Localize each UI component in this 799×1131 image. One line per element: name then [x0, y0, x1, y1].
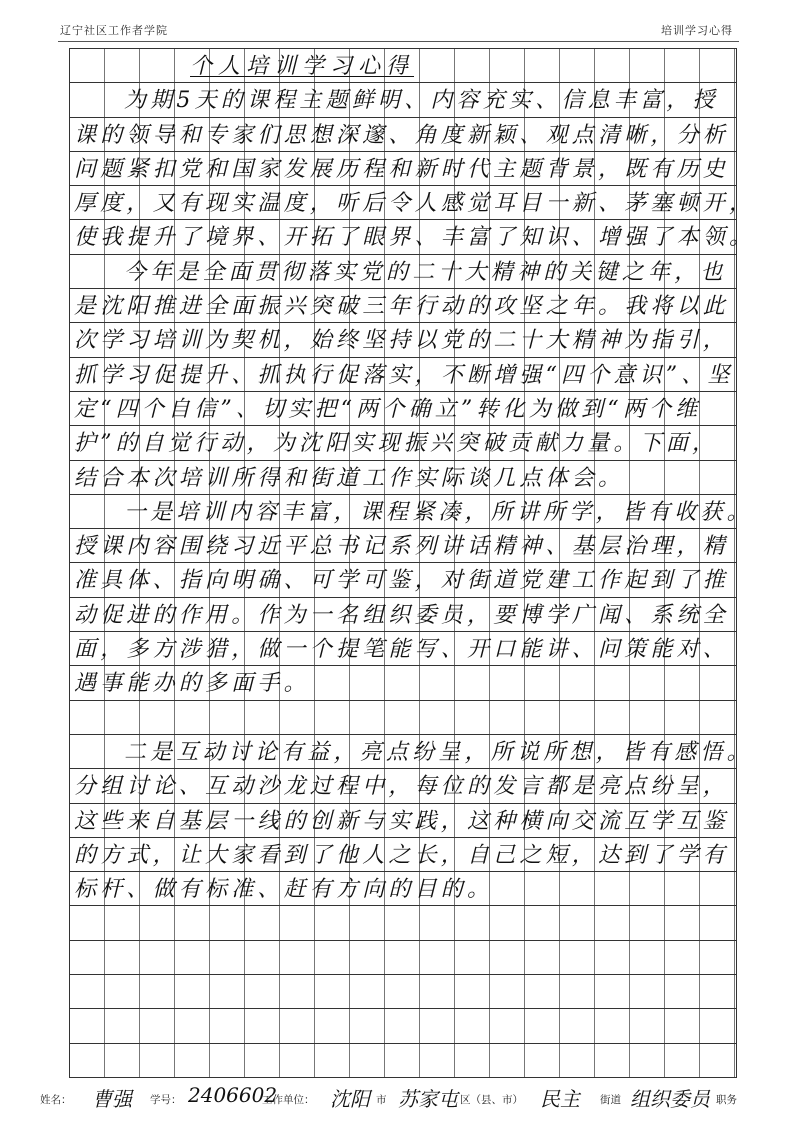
grid-row — [70, 974, 736, 1008]
essay-line: 定“四个自信”、切实把“两个确立”转化为做到“两个维 — [74, 396, 702, 422]
grid-row — [70, 254, 736, 288]
position-label: 职务 — [716, 1094, 737, 1106]
essay-line: 准具体、指向明确、可学可鉴，对街道党建工作起到了推 — [74, 568, 730, 594]
district-label: 区（县、市） — [460, 1094, 523, 1106]
school-name: 辽宁社区工作者学院 — [60, 24, 168, 37]
essay-line: 一是培训内容丰富，课程紧凑，所讲所学，皆有收获。 — [124, 499, 753, 525]
grid-row — [70, 151, 736, 185]
grid-row — [70, 700, 736, 734]
essay-line: 使我提升了境界、开拓了眼界、丰富了知识、增强了本领。 — [74, 225, 756, 251]
grid-row — [70, 768, 736, 802]
grid-row — [70, 665, 736, 699]
grid-row — [70, 48, 736, 82]
city-value: 沈阳 — [330, 1087, 370, 1111]
student-id-label: 学号： — [150, 1094, 182, 1106]
essay-line: 面，多方涉猎，做一个提笔能写、开口能讲、问策能对、 — [74, 637, 730, 663]
grid-row — [70, 425, 736, 459]
essay-line: 抓学习促提升、抓执行促落实，不断增强“四个意识”、坚 — [74, 362, 734, 388]
essay-line: 分组讨论、互动沙龙过程中，每位的发言都是亮点纷呈， — [74, 774, 730, 800]
grid-row — [70, 460, 736, 494]
grid-row — [70, 837, 736, 871]
essay-line: 今年是全面贯彻落实党的二十大精神的关键之年，也 — [124, 259, 727, 285]
essay-line: 结合本次培训所得和街道工作实际谈几点体会。 — [74, 465, 625, 491]
essay-line: 二是互动讨论有益，亮点纷呈，所说所想，皆有感悟。 — [124, 739, 753, 765]
district-value: 苏家屯 — [398, 1087, 458, 1111]
essay-line: 问题紧扣党和国家发展历程和新时代主题背景，既有历史 — [74, 156, 730, 182]
essay-line: 为期5天的课程主题鲜明、内容充实、信息丰富，授 — [124, 88, 719, 114]
grid-row — [70, 117, 736, 151]
grid-row — [70, 1008, 736, 1042]
position-value: 组织委员 — [630, 1087, 710, 1111]
header-divider — [58, 41, 739, 42]
grid-row — [70, 357, 736, 391]
essay-line: 是沈阳推进全面振兴突破三年行动的攻坚之年。我将以此 — [74, 294, 730, 320]
grid-row — [70, 562, 736, 596]
grid-row — [70, 597, 736, 631]
grid-row — [70, 288, 736, 322]
grid-row — [70, 322, 736, 356]
grid-row — [70, 1043, 736, 1077]
street-value: 民主 — [540, 1087, 580, 1111]
grid-row — [70, 631, 736, 665]
grid-row — [70, 940, 736, 974]
grid-row — [70, 803, 736, 837]
grid-row — [70, 528, 736, 562]
grid-row — [70, 391, 736, 425]
essay-line: 标杆、做有标准、赶有方向的目的。 — [74, 877, 494, 903]
essay-title: 个人培训学习心得 — [190, 54, 415, 79]
essay-line: 课的领导和专家们思想深邃、角度新颖、观点清晰，分析 — [74, 122, 730, 148]
street-label: 街道 — [600, 1094, 621, 1106]
essay-line: 护”的自觉行动，为沈阳实现振兴突破贡献力量。下面， — [74, 431, 719, 457]
grid-row — [70, 82, 736, 116]
grid-row — [70, 871, 736, 905]
work-unit-label: 工作单位： — [262, 1094, 315, 1106]
essay-line: 遇事能办的多面手。 — [74, 671, 310, 697]
footer-info — [0, 1083, 799, 1109]
essay-line: 厚度，又有现实温度，听后令人感觉耳目一新、茅塞顿开， — [74, 191, 756, 217]
student-id-value: 2406602 — [188, 1083, 278, 1107]
essay-line: 次学习培训为契机，始终坚持以党的二十大精神为指引， — [74, 328, 730, 354]
document-type-label: 培训学习心得 — [661, 24, 733, 37]
essay-line: 的方式，让大家看到了他人之长，自己之短，达到了学有 — [74, 842, 730, 868]
grid-row — [70, 219, 756, 253]
essay-line: 这些来自基层一线的创新与实践，这种横向交流互学互鉴 — [74, 808, 730, 834]
handwriting-grid-sheet — [69, 48, 756, 1078]
essay-line: 动促进的作用。作为一名组织委员，要博学广闻、系统全 — [74, 602, 730, 628]
grid-row — [70, 185, 756, 219]
grid-row — [70, 734, 753, 768]
essay-line: 授课内容围绕习近平总书记系列讲话精神、基层治理，精 — [74, 534, 730, 560]
name-label: 姓名： — [40, 1094, 72, 1106]
city-label: 市 — [376, 1094, 387, 1106]
name-value: 曹强 — [92, 1087, 132, 1111]
grid-row — [70, 905, 736, 939]
grid-row — [70, 494, 753, 528]
